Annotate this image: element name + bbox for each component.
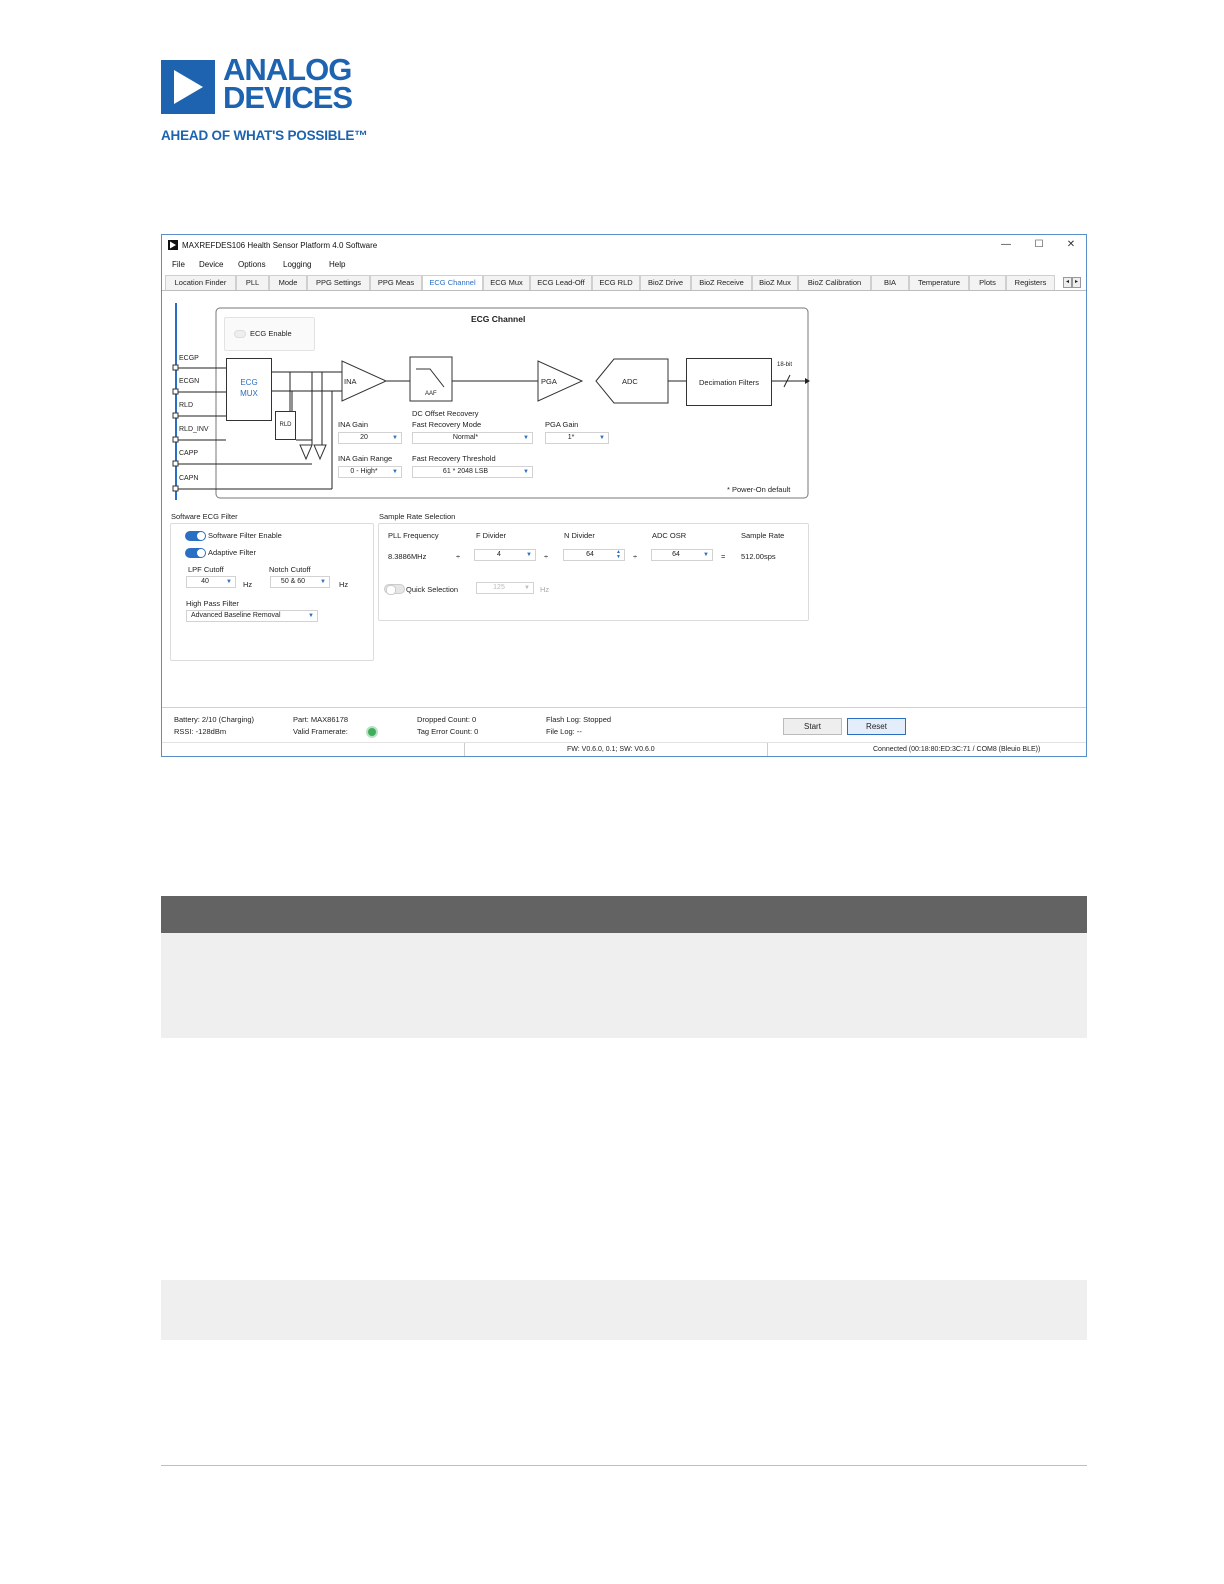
- fast-recovery-threshold-select[interactable]: [412, 466, 533, 478]
- tab-scroll-right-icon[interactable]: ▸: [1072, 277, 1081, 288]
- divide-symbol-1: ÷: [456, 552, 461, 561]
- notch-cutoff-label: Notch Cutoff: [269, 565, 311, 574]
- n-divider-spinner[interactable]: [563, 549, 625, 561]
- notch-cutoff-select[interactable]: [270, 576, 330, 588]
- chevron-down-icon: ▼: [392, 435, 398, 441]
- lpf-cutoff-label: LPF Cutoff: [188, 565, 224, 574]
- close-button[interactable]: ✕: [1066, 239, 1076, 250]
- sample-rate-value: 512.00sps: [741, 552, 776, 561]
- adaptive-filter-label: Adaptive Filter: [208, 548, 256, 557]
- sample-rate-label: Sample Rate: [741, 531, 785, 540]
- chevron-down-icon: ▼: [526, 552, 532, 558]
- ina-gain-select[interactable]: [338, 432, 402, 444]
- high-pass-filter-select[interactable]: [186, 610, 318, 622]
- notch-cutoff-value: 50 & 60: [280, 578, 306, 585]
- sample-rate-selection-panel: [378, 523, 809, 621]
- quick-selection-label: Quick Selection: [406, 585, 459, 594]
- adc-osr-value: 64: [672, 551, 680, 558]
- ecg-block-diagram-wires: [162, 235, 1087, 757]
- software-ecg-filter-title: Software ECG Filter: [171, 512, 238, 521]
- framerate-indicator: [366, 726, 378, 738]
- high-pass-filter-value: Advanced Baseline Removal: [191, 612, 281, 619]
- tab-bioz-receive[interactable]: BioZ Receive: [691, 275, 752, 290]
- tab-ppg-meas[interactable]: PPG Meas: [370, 275, 422, 290]
- statusbar-divider: [162, 742, 1086, 743]
- chevron-down-icon: ▼: [320, 579, 326, 585]
- pll-frequency-value: 8.3886MHz: [388, 552, 427, 561]
- analog-devices-logo: [161, 52, 381, 148]
- menu-logging[interactable]: Logging: [283, 260, 312, 269]
- chevron-down-icon: ▼: [599, 435, 605, 441]
- menu-file[interactable]: File: [172, 260, 185, 269]
- firmware-version: FW: V0.6.0, 0.1; SW: V0.6.0: [567, 746, 655, 753]
- pga-label: PGA: [541, 377, 557, 386]
- file-log-status: File Log: --: [546, 727, 582, 736]
- adc-osr-label: ADC OSR: [652, 531, 687, 540]
- software-filter-enable-label: Software Filter Enable: [208, 531, 282, 540]
- statusbar-separator-1: [464, 743, 465, 757]
- ina-gain-range-select[interactable]: [338, 466, 402, 478]
- software-ecg-filter-panel: [170, 523, 374, 661]
- chevron-down-icon: ▼: [308, 613, 314, 619]
- ecg-mux-label-2: MUX: [240, 389, 258, 398]
- dc-offset-recovery-label: DC Offset Recovery: [412, 409, 479, 418]
- minimize-button[interactable]: —: [1001, 239, 1011, 250]
- tab-mode[interactable]: Mode: [269, 275, 307, 290]
- rld-block: [275, 411, 296, 440]
- logo-wordmark: [223, 52, 353, 115]
- decimation-filters-block: [686, 358, 772, 406]
- flash-log-status: Flash Log: Stopped: [546, 715, 612, 724]
- pga-gain-select[interactable]: [545, 432, 609, 444]
- input-capn-label: CAPN: [179, 475, 199, 482]
- ecg-mux-label-1: ECG: [240, 378, 258, 387]
- tab-bioz-calibration[interactable]: BioZ Calibration: [798, 275, 871, 290]
- menu-help[interactable]: Help: [329, 260, 346, 269]
- equals-symbol: =: [721, 552, 726, 561]
- tab-registers[interactable]: Registers: [1006, 275, 1055, 290]
- input-rld-label: RLD: [179, 402, 194, 409]
- fast-recovery-mode-select[interactable]: [412, 432, 533, 444]
- adc-label: ADC: [622, 377, 638, 386]
- lpf-cutoff-select[interactable]: [186, 576, 236, 588]
- pga-gain-label: PGA Gain: [545, 420, 579, 429]
- quick-selection-select[interactable]: [476, 582, 534, 594]
- high-pass-filter-label: High Pass Filter: [186, 599, 239, 608]
- f-divider-value: 4: [497, 551, 501, 558]
- tab-ecg-channel[interactable]: ECG Channel: [422, 275, 483, 290]
- n-divider-label: N Divider: [564, 531, 595, 540]
- chevron-down-icon: ▼: [523, 435, 529, 441]
- note-block: [161, 1280, 1087, 1340]
- ina-gain-value: 20: [360, 434, 368, 441]
- input-rld-inv-label: RLD_INV: [179, 426, 209, 433]
- aaf-label: AAF: [425, 391, 437, 397]
- tab-ecg-rld[interactable]: ECG RLD: [592, 275, 640, 290]
- fast-recovery-mode-label: Fast Recovery Mode: [412, 420, 482, 429]
- tab-ecg-lead-off[interactable]: ECG Lead-Off: [530, 275, 592, 290]
- battery-status: Battery: 2/10 (Charging): [174, 715, 255, 724]
- connection-status: Connected (00:18:80:ED:3C:71 / COM8 (Bleuio BLE)): [873, 746, 1041, 753]
- pll-frequency-label: PLL Frequency: [388, 531, 439, 540]
- dropped-count: Dropped Count: 0: [417, 715, 477, 724]
- menu-options[interactable]: Options: [238, 260, 266, 269]
- input-ecgn-label: ECGN: [179, 378, 200, 385]
- n-divider-value: 64: [586, 551, 594, 558]
- chevron-down-icon: ▼: [524, 585, 530, 591]
- chevron-down-icon: ▼: [226, 579, 232, 585]
- table-header-bar: [161, 896, 1087, 933]
- fast-recovery-threshold-label: Fast Recovery Threshold: [412, 454, 496, 463]
- chevron-down-icon: ▼: [392, 469, 398, 475]
- part-status: Part: MAX86178: [293, 715, 349, 724]
- menu-device[interactable]: Device: [199, 260, 224, 269]
- tab-ppg-settings[interactable]: PPG Settings: [307, 275, 370, 290]
- input-capp-label: CAPP: [179, 450, 199, 457]
- quick-selection-value: 125: [493, 584, 505, 591]
- tab-scroll-left-icon[interactable]: ◂: [1063, 277, 1072, 288]
- rssi-status: RSSI: -128dBm: [174, 727, 227, 736]
- ina-gain-range-value: 0 - High*: [350, 468, 378, 475]
- ina-gain-label: INA Gain: [338, 420, 369, 429]
- software-filter-enable-toggle[interactable]: [185, 531, 206, 541]
- adaptive-filter-toggle[interactable]: [185, 548, 206, 558]
- ina-label: INA: [344, 377, 357, 386]
- statusbar-separator-2: [767, 743, 768, 757]
- valid-framerate-label: Valid Framerate:: [293, 727, 348, 736]
- app-window: [161, 234, 1087, 757]
- analog-devices-logo-mark: [161, 60, 215, 114]
- tab-bia[interactable]: BIA: [871, 275, 909, 290]
- chevron-down-icon: ▼: [703, 552, 709, 558]
- window-title: MAXREFDES106 Health Sensor Platform 4.0 Software: [182, 241, 378, 250]
- table-body-block: [161, 933, 1087, 1038]
- tab-temperature[interactable]: Temperature: [909, 275, 969, 290]
- notch-hz-unit: Hz: [339, 580, 349, 589]
- divide-symbol-3: ÷: [633, 552, 638, 561]
- tab-location-finder[interactable]: Location Finder: [165, 275, 236, 290]
- logo-tagline: AHEAD OF WHAT'S POSSIBLE™: [161, 128, 368, 143]
- tab-ecg-mux[interactable]: ECG Mux: [483, 275, 530, 290]
- rld-block-label: RLD: [279, 422, 292, 428]
- chevron-down-icon: ▼: [523, 469, 529, 475]
- status-divider: [162, 707, 1086, 708]
- start-button[interactable]: Start: [783, 718, 842, 735]
- spinner-arrows-icon[interactable]: ▲ ▼: [616, 549, 621, 560]
- diagram-title: ECG Channel: [471, 314, 526, 324]
- logo-line1: ANALOG: [223, 52, 352, 87]
- tab-pll[interactable]: PLL: [236, 275, 269, 290]
- tag-error-count: Tag Error Count: 0: [417, 727, 479, 736]
- lpf-cutoff-value: 40: [201, 578, 209, 585]
- fast-recovery-threshold-value: 61 * 2048 LSB: [442, 468, 489, 475]
- ecg-enable-panel: [224, 317, 315, 351]
- input-ecgp-label: ECGP: [179, 355, 199, 362]
- lpf-hz-unit: Hz: [243, 580, 253, 589]
- ina-gain-range-label: INA Gain Range: [338, 454, 393, 463]
- reset-button[interactable]: Reset: [847, 718, 906, 735]
- f-divider-select[interactable]: [474, 549, 536, 561]
- ecg-enable-label: ECG Enable: [250, 329, 292, 338]
- footer-rule: [161, 1465, 1087, 1466]
- bit-width-label: 18-bit: [777, 362, 793, 368]
- ecg-mux-block: [226, 358, 272, 421]
- pga-gain-value: 1*: [567, 434, 575, 441]
- decimation-filters-label: Decimation Filters: [698, 378, 759, 387]
- tab-plots[interactable]: Plots: [969, 275, 1006, 290]
- tab-bioz-mux[interactable]: BioZ Mux: [752, 275, 798, 290]
- fast-recovery-mode-value: Normal*: [452, 434, 479, 441]
- tab-bioz-drive[interactable]: BioZ Drive: [640, 275, 691, 290]
- quick-selection-hz-unit: Hz: [540, 585, 550, 594]
- power-on-default-note: * Power-On default: [727, 485, 791, 494]
- divide-symbol-2: ÷: [544, 552, 549, 561]
- adc-osr-select[interactable]: [651, 549, 713, 561]
- sample-rate-selection-title: Sample Rate Selection: [379, 512, 456, 521]
- maximize-button[interactable]: ☐: [1034, 239, 1044, 250]
- ecg-enable-toggle[interactable]: [234, 330, 246, 338]
- f-divider-label: F Divider: [476, 531, 507, 540]
- logo-line2: DEVICES: [223, 80, 353, 115]
- quick-selection-toggle[interactable]: [384, 584, 405, 594]
